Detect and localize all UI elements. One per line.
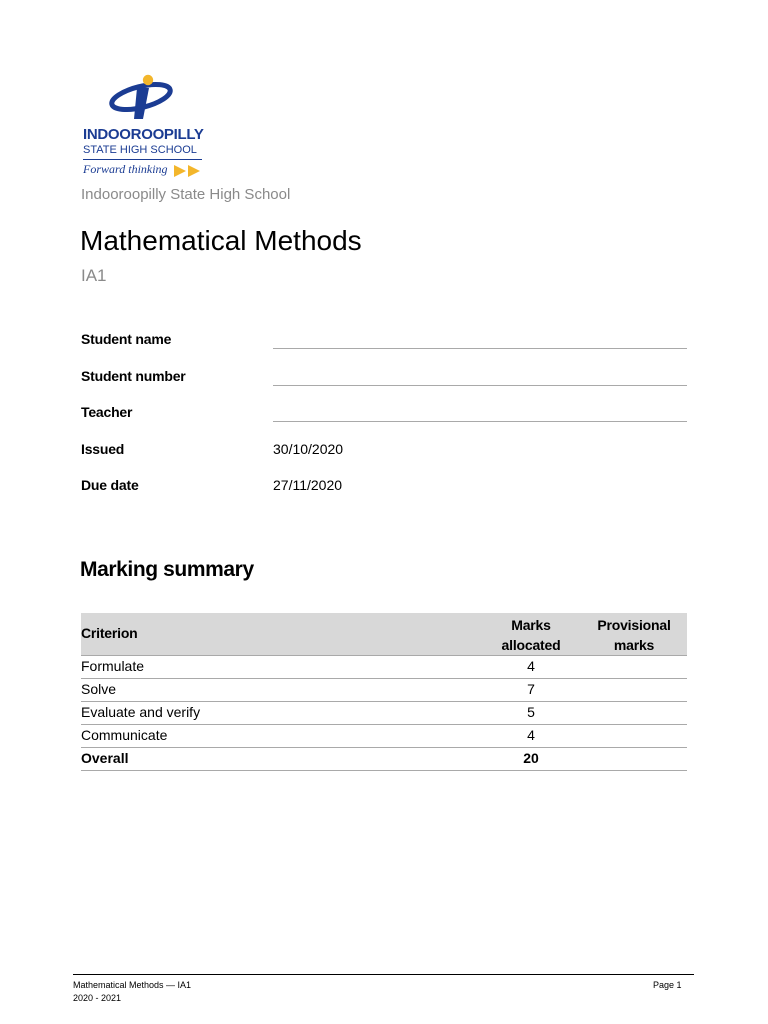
footer-document-name: Mathematical Methods — IA1 xyxy=(73,980,192,990)
field-label: Student name xyxy=(81,331,172,347)
table-total-row xyxy=(81,748,687,771)
field-student-number xyxy=(81,368,687,405)
overall-label: Overall xyxy=(81,750,129,766)
field-issued xyxy=(81,441,687,478)
teacher-line[interactable] xyxy=(273,421,687,422)
student-number-line[interactable] xyxy=(273,385,687,386)
school-emblem-icon xyxy=(108,74,178,124)
logo-name-line2: STATE HIGH SCHOOL xyxy=(83,144,197,156)
criterion-cell: Communicate xyxy=(81,727,168,743)
criterion-cell: Solve xyxy=(81,681,117,697)
provisional-header-line2: marks xyxy=(613,637,655,653)
criterion-cell: Formulate xyxy=(81,658,145,674)
field-teacher xyxy=(81,404,687,441)
marks-allocated-header xyxy=(481,615,581,655)
table-header xyxy=(81,613,687,656)
table-row xyxy=(81,679,687,702)
table-row xyxy=(81,725,687,748)
table-row xyxy=(81,702,687,725)
marks-header-line2: allocated xyxy=(501,637,561,653)
field-due-date xyxy=(81,477,687,514)
issued-date: 30/10/2020 xyxy=(273,441,344,457)
field-label: Due date xyxy=(81,477,139,493)
footer-divider xyxy=(73,974,694,975)
document-subtitle: IA1 xyxy=(81,266,107,285)
marks-cell: 4 xyxy=(527,658,535,674)
field-label: Student number xyxy=(81,368,186,384)
footer-page-number: Page 1 xyxy=(653,980,682,990)
logo-tagline: Forward thinking xyxy=(83,162,168,176)
marks-cell: 4 xyxy=(527,727,535,743)
logo-name-line1: INDOOROOPILLY xyxy=(83,126,204,143)
forward-arrows-icon xyxy=(174,165,202,177)
criterion-header: Criterion xyxy=(81,625,138,641)
table-row xyxy=(81,656,687,679)
document-title: Mathematical Methods xyxy=(80,225,362,256)
footer-year: 2020 - 2021 xyxy=(73,993,122,1003)
logo-divider xyxy=(83,159,202,160)
provisional-header-line1: Provisional xyxy=(597,617,671,633)
school-name: Indooroopilly State High School xyxy=(81,186,291,203)
field-student-name xyxy=(81,331,687,368)
student-name-line[interactable] xyxy=(273,348,687,349)
due-date: 27/11/2020 xyxy=(273,477,343,493)
field-label: Teacher xyxy=(81,404,133,420)
school-logo xyxy=(80,74,210,182)
marks-cell: 7 xyxy=(527,681,535,697)
marks-cell: 5 xyxy=(527,704,535,720)
overall-marks: 20 xyxy=(523,750,539,766)
marking-summary-table xyxy=(81,613,687,771)
criterion-cell: Evaluate and verify xyxy=(81,704,201,720)
marking-summary-heading: Marking summary xyxy=(80,558,254,581)
marks-header-line1: Marks xyxy=(511,617,551,633)
provisional-marks-header xyxy=(583,615,685,655)
field-label: Issued xyxy=(81,441,125,457)
